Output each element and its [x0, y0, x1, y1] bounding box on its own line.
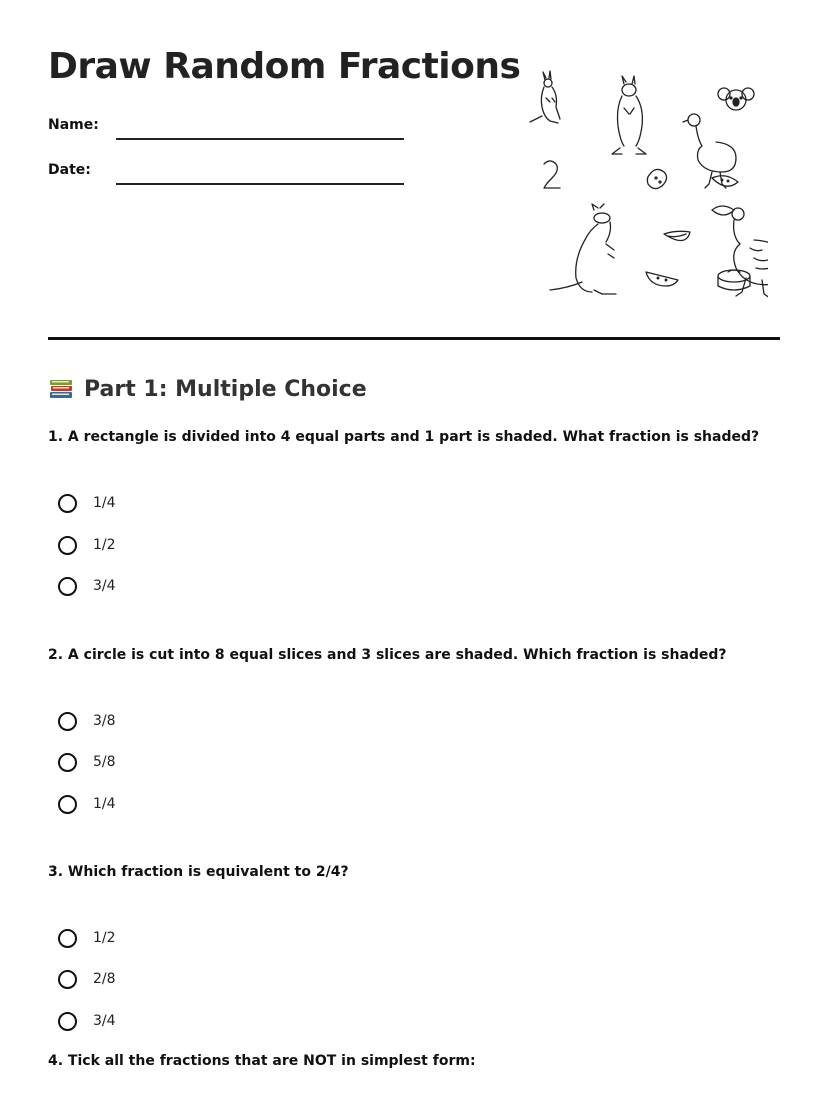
part1-title: Part 1: Multiple Choice: [84, 376, 367, 402]
kangaroo-icon: [530, 71, 560, 123]
pie-icon: [647, 169, 666, 188]
number-two-icon: [544, 161, 560, 188]
radio-button[interactable]: [58, 712, 77, 731]
watermelon-icon: [664, 231, 690, 240]
radio-button[interactable]: [58, 795, 77, 814]
question-3: 3. Which fraction is equivalent to 2/4?: [48, 864, 349, 880]
option-label: 3/8: [93, 713, 116, 729]
name-label: Name:: [48, 117, 99, 133]
name-line: [116, 138, 404, 140]
question-1: 1. A rectangle is divided into 4 equal parts and 1 part is shaded. What fraction is shaded?: [48, 429, 760, 445]
name-field: [48, 117, 408, 141]
date-label: Date:: [48, 162, 91, 178]
question-2: 2. A circle is cut into 8 equal slices and 3 slices are shaded. Which fraction is shaded?: [48, 647, 727, 663]
q3-option-1[interactable]: [58, 926, 116, 950]
option-label: 5/8: [93, 754, 116, 770]
option-label: 1/2: [93, 537, 116, 553]
q1-option-2[interactable]: [58, 533, 116, 557]
option-label: 1/4: [93, 796, 116, 812]
option-label: 3/4: [93, 578, 116, 594]
worksheet-title: Draw Random Fractions: [48, 46, 521, 87]
radio-button[interactable]: [58, 1012, 77, 1031]
q3-option-2[interactable]: [58, 967, 116, 991]
worksheet-page: [48, 0, 780, 1118]
part1-heading: [48, 374, 367, 404]
radio-button[interactable]: [58, 494, 77, 513]
q1-option-1[interactable]: [58, 491, 116, 515]
watermelon-icon: [646, 272, 678, 286]
option-label: 1/4: [93, 495, 116, 511]
question-4: 4. Tick all the fractions that are NOT in simplest form:: [48, 1053, 476, 1069]
books-icon: [48, 376, 74, 402]
radio-button[interactable]: [58, 929, 77, 948]
date-line: [116, 183, 404, 185]
q2-option-1[interactable]: [58, 709, 116, 733]
australian-animals-illustration: [516, 68, 768, 300]
radio-button[interactable]: [58, 577, 77, 596]
q2-option-2[interactable]: [58, 750, 116, 774]
option-label: 3/4: [93, 1013, 116, 1029]
q2-option-3[interactable]: [58, 792, 116, 816]
radio-button[interactable]: [58, 753, 77, 772]
radio-button[interactable]: [58, 536, 77, 555]
emu-icon: [712, 206, 768, 298]
pie-icon: [718, 270, 750, 290]
radio-button[interactable]: [58, 970, 77, 989]
kangaroo-icon: [550, 204, 616, 294]
option-label: 2/8: [93, 971, 116, 987]
section-divider: [48, 337, 780, 340]
kangaroo-icon: [612, 76, 646, 154]
q1-option-3[interactable]: [58, 574, 116, 598]
date-field: [48, 162, 408, 186]
q3-option-3[interactable]: [58, 1009, 116, 1033]
watermelon-icon: [712, 176, 738, 186]
option-label: 1/2: [93, 930, 116, 946]
koala-icon: [718, 88, 754, 110]
